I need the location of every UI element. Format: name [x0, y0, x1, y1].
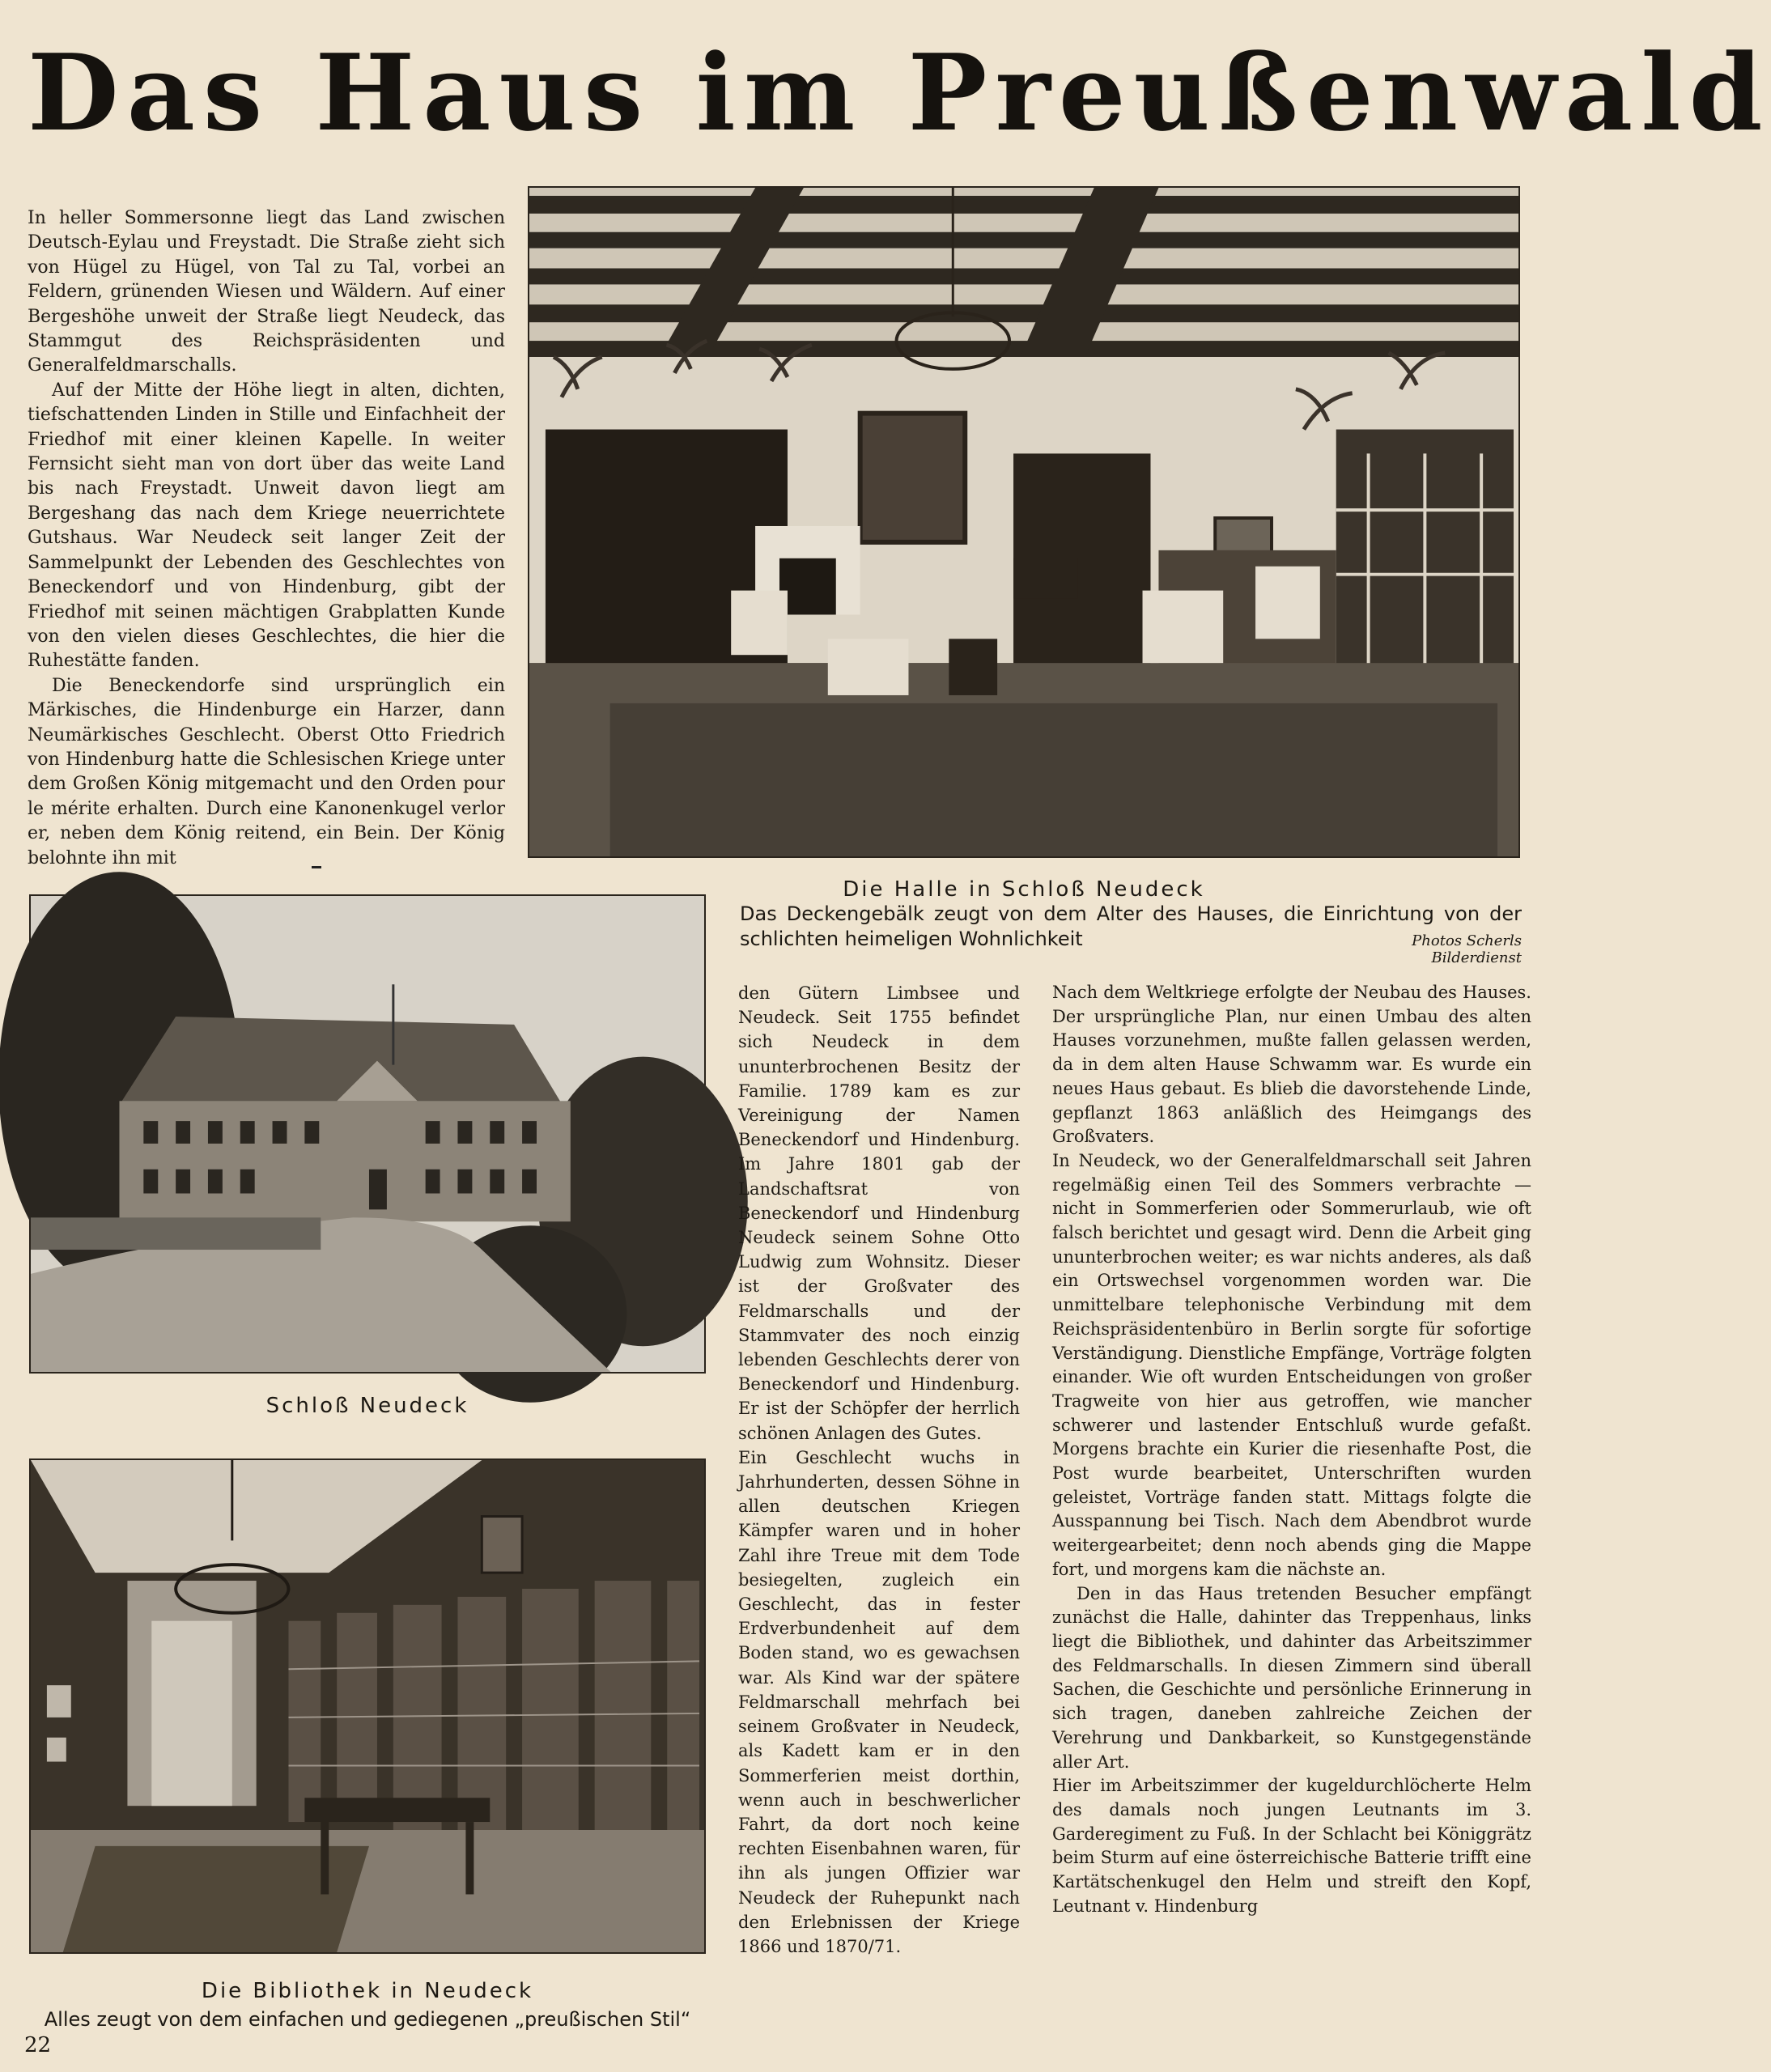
paragraph: Die Beneckendorfe sind ursprünglich ein Märkisches, die Hindenburge ein Harzer, dann Neumärkisches Geschlecht. Oberst Otto Friedrich von Hindenburg hatte die Schlesischen Kriege unter dem Großen König mitgemacht und den Orden pour le mérite erhalten. Durch eine Kanonenkugel verlor er, neben dem König reitend, ein Bein. Der König belohnte ihn mit: [28, 675, 505, 868]
paragraph: den Gütern Limbsee und Neudeck. Seit 1755 befindet sich Neudeck in dem ununterbrochenen Besitz der Familie. 1789 kam es zur Vereinigung der Namen Beneckendorf und Hindenburg. Im Jahre 1801 gab der Landschaftsrat von Beneckendorf und Hindenburg Neudeck seinem Sohne Otto Ludwig zum Wohnsitz. Dieser ist der Großvater des Feldmarschalls und der Stammvater des noch einzig lebenden Geschlechts derer von Beneckendorf und Hindenburg. Er ist der Schöpfer der herrlich schönen Anlagen des Gutes.: [738, 983, 1020, 1443]
paragraph: Ein Geschlecht wuchs in Jahrhunderten, dessen Söhne in allen deutschen Kriegen Kämpfer waren und in hoher Zahl ihre Treue mit dem Tode besiegelten, zugleich ein Geschlecht, das in fester Erdverbundenheit auf dem Boden stand, wo es gewachsen war. Als Kind war der spätere Feldmarschall mehrfach bei seinem Großvater in Neudeck, als Kadett kam er in den Sommerferien meist dorthin, wenn auch in beschwerlicher Fahrt, da dort noch keine rechten Eisenbahnen waren, für ihn als jungen Offizier war Neudeck der Ruhepunkt nach den Erlebnissen der Kriege 1866 und 1870/71.: [738, 1447, 1020, 1956]
castle-caption-title: Schloß Neudeck: [265, 1394, 469, 1418]
column-2-text: [738, 981, 1020, 2033]
page-number: 22: [24, 2033, 52, 2057]
library-caption-title: Die Bibliothek in Neudeck: [201, 1979, 534, 2003]
divider-dash: [312, 866, 321, 868]
paragraph: Den in das Haus tretenden Besucher empfängt zunächst die Halle, dahinter das Treppenhaus, links liegt die Bibliothek, und dahinter das Arbeitszimmer des Feldmarschalls. In diesen Zimmern sind überall Sachen, die Geschichte und persönliche Erinnerung in sich tragen, daneben zahlreiche Zeichen der Verehrung und Dankbarkeit, so Kunstgegenstände aller Art.: [1052, 1583, 1531, 1772]
library-caption-text: Alles zeugt von dem einfachen und gediegenen „preußischen Stil“: [44, 2008, 691, 2031]
hall-caption-title: Die Halle in Schloß Neudeck: [843, 877, 1205, 902]
photo-credit: Photos Scherls Bilderdienst: [1412, 932, 1522, 966]
hall-photo: [528, 186, 1520, 858]
hall-caption-body: Das Deckengebälk zeugt von dem Alter des Hauses, die Einrichtung von der schlichten heimeligen Wohnlichkeit: [740, 902, 1522, 950]
article-title: Das Haus im Preußenwald: [28, 31, 1771, 155]
paragraph: In heller Sommersonne liegt das Land zwischen Deutsch-Eylau und Freystadt. Die Straße zieht sich von Hügel zu Hügel, von Tal zu Tal, vorbei an Feldern, grünenden Wiesen und Wäldern. Auf einer Bergeshöhe unweit der Straße liegt Neudeck, das Stammgut des Reichspräsidenten und Generalfeldmarschalls.: [28, 208, 505, 376]
column-1-text: [28, 206, 505, 878]
paragraph: In Neudeck, wo der Generalfeldmarschall seit Jahren regelmäßig einen Teil des Sommers verbrachte — nicht in Sommerferien oder Sommerurlaub, wie oft falsch berichtet und gesagt wird. Denn die Arbeit ging ununterbrochen weiter; es war nichts anderes, als daß ein Ortswechsel vorgenommen worden war. Die unmittelbare telephonische Verbindung mit dem Reichspräsidentenbüro in Berlin sorgte für sofortige Verständigung. Dienstliche Empfänge, Vorträge folgten einander. Wie oft wurden Entscheidungen von großer Tragweite von hier aus getroffen, wie mancher schwerer und lastender Entschluß wurde gefaßt. Morgens brachte ein Kurier die riesenhafte Post, die Post wurde bearbeitet, Unterschriften wurden geleistet, Vorträge fanden statt. Mittags folgte die Ausspannung bei Tisch. Nach dem Abendbrot wurde weitergearbeitet; denn noch abends ging die Mappe fort, und morgens kam die nächste an.: [1052, 1150, 1531, 1579]
paragraph: Auf der Mitte der Höhe liegt in alten, dichten, tiefschattenden Linden in Stille und Einfachheit der Friedhof mit einer kleinen Kapelle. In weiter Fernsicht sieht man von dort über das weite Land bis nach Freystadt. Unweit davon liegt am Bergeshang das nach dem Kriege neuerrichtete Gutshaus. War Neudeck seit langer Zeit der Sammelpunkt der Lebenden des Geschlechtes von Beneckendorf und von Hindenburg, gibt der Friedhof mit seinen mächtigen Grabplatten Kunde von den vielen dieses Geschlechtes, die hier die Ruhestätte fanden.: [28, 380, 505, 672]
paragraph: Nach dem Weltkriege erfolgte der Neubau des Hauses. Der ursprüngliche Plan, nur einen Umbau des alten Hauses vorzunehmen, mußte fallen gelassen werden, da in dem alten Hause Schwamm war. Es wurde ein neues Haus gebaut. Es blieb die davorstehende Linde, gepflanzt 1863 anläßlich des Heimgangs des Großvaters.: [1052, 983, 1531, 1147]
library-photo: [29, 1458, 706, 1954]
column-3-text: [1052, 981, 1531, 2033]
castle-photo: [29, 894, 706, 1374]
paragraph: Hier im Arbeitszimmer der kugeldurchlöcherte Helm des damals noch jungen Leutnants im 3. Garderegiment zu Fuß. In der Schlacht bei Königgrätz beim Sturm auf eine österreichische Batterie trifft eine Kartätschenkugel den Helm und streift den Kopf, Leutnant v. Hindenburg: [1052, 1776, 1531, 1916]
